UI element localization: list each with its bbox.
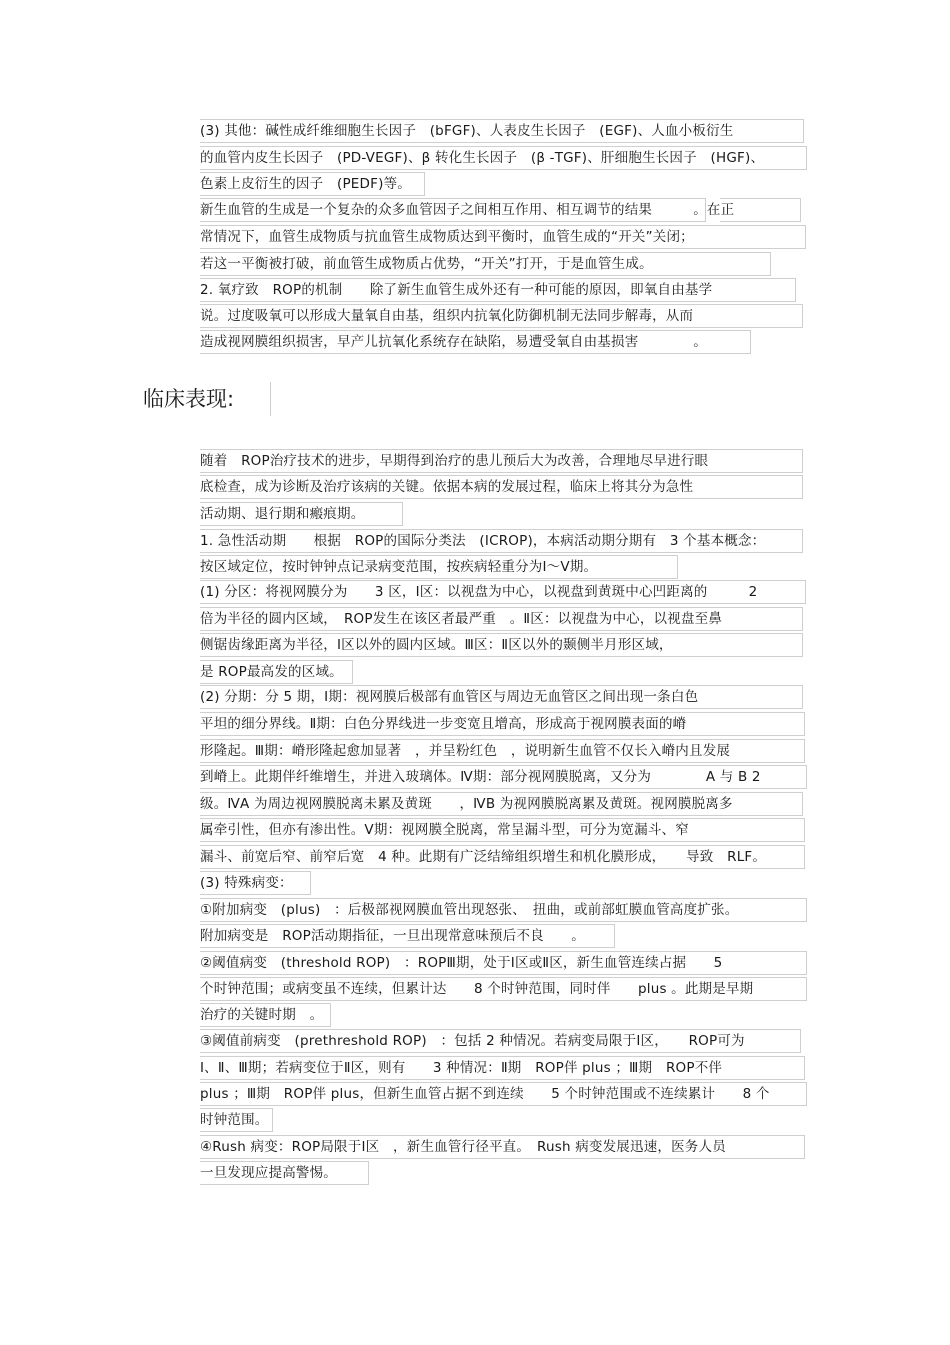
paragraph-line: 侧锯齿缘距离为半径，Ⅰ区以外的圆内区域。Ⅲ区：Ⅱ区以外的颞侧半月形区域， bbox=[200, 637, 673, 653]
paragraph-line: 活动期、退行期和瘢痕期。 bbox=[200, 506, 365, 522]
paragraph-line: 一旦发现应提高警惕。 bbox=[200, 1165, 337, 1181]
paragraph-line: 若这一平衡被打破，前血管生成物质占优势，“开关”打开，于是血管生成。 bbox=[200, 256, 653, 272]
paragraph-line: 级。ⅣA 为周边视网膜脱离未累及黄斑 ，ⅣB 为视网膜脱离累及黄斑。视网膜脱离多 bbox=[200, 796, 733, 812]
section-heading: 临床表现: bbox=[143, 387, 235, 411]
paragraph-line: 是 ROP最高发的区域。 bbox=[200, 664, 343, 680]
paragraph-line: ②阈值病变 (threshold ROP) ：ROPⅢ期，处于Ⅰ区或Ⅱ区，新生血管连续占据 5 bbox=[200, 955, 723, 971]
paragraph-line: 个时钟范围；或病变虽不连续，但累计达 8 个时钟范围，同时伴 plus 。此期是早期 bbox=[200, 981, 754, 997]
paragraph-line: 底检查，成为诊断及治疗该病的关键。依据本病的发展过程，临床上将其分为急性 bbox=[200, 479, 694, 495]
paragraph-line: 常情况下，血管生成物质与抗血管生成物质达到平衡时，血管生成的“开关”关闭； bbox=[200, 229, 694, 245]
paragraph-line: ④Rush 病变：ROP局限于Ⅰ区 ，新生血管行径平直。 Rush 病变发展迅速，医务人员 bbox=[200, 1139, 726, 1155]
paragraph-line: 按区域定位，按时钟钟点记录病变范围，按疾病轻重分为Ⅰ～Ⅴ期。 bbox=[200, 559, 598, 575]
paragraph-line: 平坦的细分界线。Ⅱ期：白色分界线进一步变宽且增高，形成高于视网膜表面的嵴 bbox=[200, 716, 687, 732]
paragraph-line: 新生血管的生成是一个复杂的众多血管因子之间相互作用、相互调节的结果 。在正 bbox=[200, 202, 735, 218]
paragraph-line: 倍为半径的圆内区域， ROP发生在该区者最严重 。Ⅱ区：以视盘为中心，以视盘至鼻 bbox=[200, 611, 723, 627]
paragraph-line: 色素上皮衍生的因子 (PEDF)等。 bbox=[200, 176, 411, 192]
paragraph-line: (3) 特殊病变： bbox=[200, 875, 293, 891]
paragraph-line: 属牵引性，但亦有渗出性。Ⅴ期：视网膜全脱离，常呈漏斗型，可分为宽漏斗、窄 bbox=[200, 822, 689, 838]
paragraph-line: 说。过度吸氧可以形成大量氧自由基，组织内抗氧化防御机制无法同步解毒，从而 bbox=[200, 308, 694, 324]
paragraph-line: 的血管内皮生长因子 (PD-VEGF)、β 转化生长因子 (β -TGF)、肝细胞生长因子 (HGF)、 bbox=[200, 150, 765, 166]
paragraph-line: Ⅰ、Ⅱ、Ⅲ期；若病变位于Ⅱ区，则有 3 种情况：Ⅱ期 ROP伴 plus ；Ⅲ期 ROP不伴 bbox=[200, 1060, 723, 1076]
paragraph-line: 形隆起。Ⅲ期：嵴形隆起愈加显著 ，并呈粉红色 ，说明新生血管不仅长入嵴内且发展 bbox=[200, 743, 731, 759]
paragraph-line: (2) 分期：分 5 期，Ⅰ期：视网膜后极部有血管区与周边无血管区之间出现一条白色 bbox=[200, 689, 699, 705]
paragraph-line: ①附加病变 (plus) ：后极部视网膜血管出现怒张、 扭曲，或前部虹膜血管高度扩张。 bbox=[200, 902, 739, 918]
paragraph-line: ③阈值前病变 (prethreshold ROP) ：包括 2 种情况。若病变局限于Ⅰ区， ROP可为 bbox=[200, 1033, 745, 1049]
paragraph-line: 到嵴上。此期伴纤维增生，并进入玻璃体。Ⅳ期：部分视网膜脱离，又分为 A 与 B 2 bbox=[200, 769, 761, 785]
paragraph-line: (3) 其他：碱性成纤维细胞生长因子 (bFGF)、人表皮生长因子 (EGF)、人血小板衍生 bbox=[200, 123, 734, 139]
paragraph-line: (1) 分区：将视网膜分为 3 区，Ⅰ区：以视盘为中心，以视盘到黄斑中心凹距离的 2 bbox=[200, 584, 758, 600]
paragraph-line: plus ；Ⅲ期 ROP伴 plus，但新生血管占据不到连续 5 个时钟范围或不连续累计 8 个 bbox=[200, 1086, 770, 1102]
paragraph-line: 造成视网膜组织损害，早产儿抗氧化系统存在缺陷，易遭受氧自由基损害 。 bbox=[200, 334, 707, 350]
paragraph-line: 1. 急性活动期 根据 ROP的国际分类法 (ICROP)，本病活动期分期有 3 个基本概念： bbox=[200, 533, 766, 549]
paragraph-line: 漏斗、前宽后窄、前窄后宽 4 种。此期有广泛结缔组织增生和机化膜形成， 导致 RLF。 bbox=[200, 849, 767, 865]
paragraph-line: 2. 氧疗致 ROP的机制 除了新生血管生成外还有一种可能的原因，即氧自由基学 bbox=[200, 282, 713, 298]
paragraph-line: 附加病变是 ROP活动期指征，一旦出现常意味预后不良 。 bbox=[200, 928, 585, 944]
heading-divider bbox=[270, 382, 271, 416]
paragraph-line: 时钟范围。 bbox=[200, 1112, 269, 1128]
paragraph-line: 治疗的关键时期 。 bbox=[200, 1007, 324, 1023]
paragraph-line: 随着 ROP治疗技术的进步，早期得到治疗的患儿预后大为改善，合理地尽早进行眼 bbox=[200, 453, 709, 469]
